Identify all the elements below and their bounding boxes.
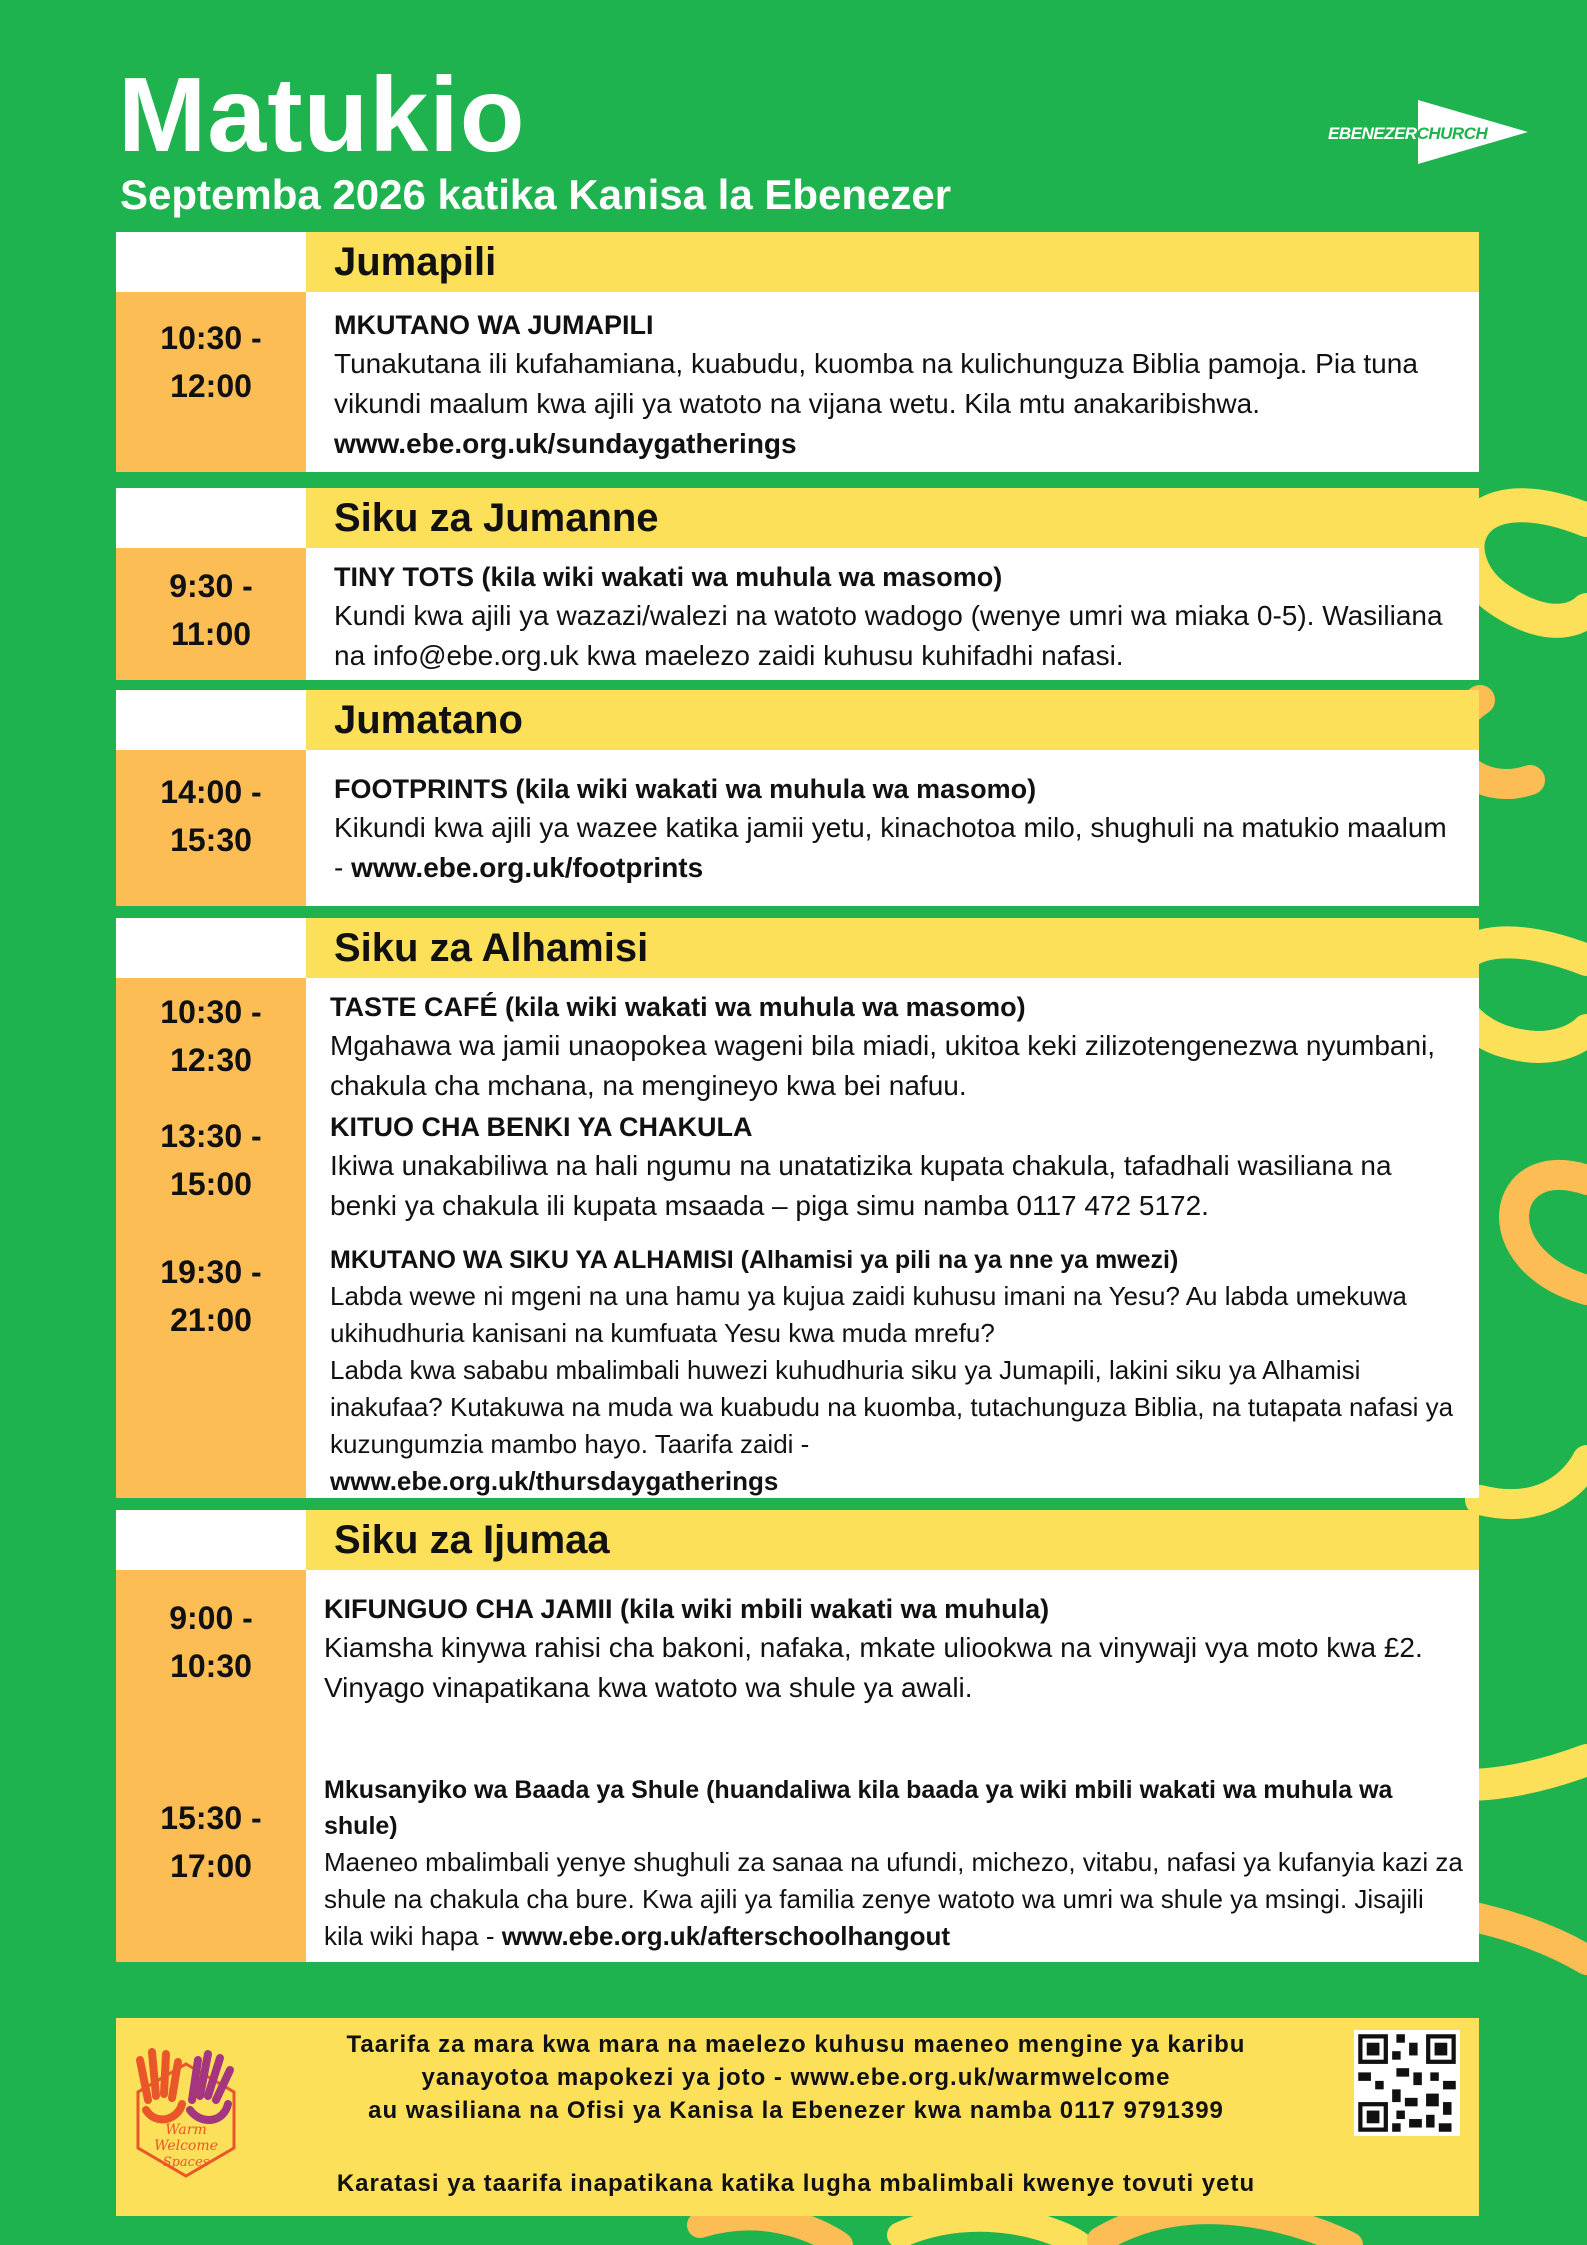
time-start: 19:30 - bbox=[160, 1254, 262, 1290]
time-start: 15:30 - bbox=[160, 1800, 262, 1836]
time-start: 10:30 - bbox=[160, 994, 262, 1030]
event-community-breakfast bbox=[324, 1590, 1463, 1708]
event-desc: Kundi kwa ajili ya wazazi/walezi na watoto wadogo (wenye umri wa miaka 0-5). Wasiliana na info@ebe.org.uk kwa maelezo zaidi kuhusu kuhifadhi nafasi. bbox=[334, 600, 1443, 671]
section-jumanne bbox=[116, 488, 1479, 680]
event-food-bank bbox=[330, 1108, 1463, 1226]
event-tiny-tots bbox=[334, 558, 1463, 676]
time-column bbox=[116, 1570, 306, 1962]
page-title: Matukio bbox=[118, 56, 526, 174]
section-header bbox=[116, 690, 1479, 750]
time-end: 17:00 bbox=[170, 1848, 252, 1884]
event-title: FOOTPRINTS (kila wiki wakati wa muhula wa masomo) bbox=[334, 774, 1037, 804]
time-end: 15:30 bbox=[170, 822, 252, 858]
time-end: 12:30 bbox=[170, 1042, 252, 1078]
footer-info bbox=[296, 2028, 1296, 2127]
event-desc: Kikundi kwa ajili ya wazee katika jamii yetu, kinachotoa milo, shughuli na matukio maalum - www.ebe.org.uk/footprints bbox=[334, 812, 1447, 883]
time-end: 12:00 bbox=[170, 368, 252, 404]
event-title: KIFUNGUO CHA JAMII (kila wiki mbili wakati wa muhula) bbox=[324, 1594, 1050, 1624]
time-end: 15:00 bbox=[170, 1166, 252, 1202]
event-title: TASTE CAFÉ (kila wiki wakati wa muhula wa masomo) bbox=[330, 992, 1026, 1022]
event-taste-cafe bbox=[330, 988, 1463, 1106]
event-link[interactable]: www.ebe.org.uk/thursdaygatherings bbox=[330, 1466, 779, 1496]
time-column bbox=[116, 292, 306, 472]
time-column bbox=[116, 548, 306, 680]
event-desc: Kiamsha kinywa rahisi cha bakoni, nafaka, mkate uliookwa na vinywaji vya moto kwa £2. bbox=[324, 1632, 1423, 1663]
time-end: 21:00 bbox=[170, 1302, 252, 1338]
event-desc: Maeneo mbalimbali yenye shughuli za sanaa na ufundi, michezo, vitabu, nafasi ya kufanyia kazi za shule na chakula cha bure. Kwa ajili ya familia zenye watoto wa umri wa shule ya msingi. Jisajili kila wiki hapa - www.ebe.org.uk/afterschoolhangout bbox=[324, 1847, 1463, 1951]
event-thursday-gathering bbox=[330, 1242, 1463, 1500]
event-desc: Labda wewe ni mgeni na una hamu ya kujua zaidi kuhusu imani na Yesu? Au labda umekuwa ukihudhuria kanisani na kumfuata Yesu kwa muda mrefu? bbox=[330, 1281, 1407, 1348]
logo-text bbox=[1328, 124, 1487, 144]
day-label: Siku za Jumanne bbox=[306, 488, 1479, 548]
footer bbox=[116, 2018, 1479, 2216]
day-label: Jumatano bbox=[306, 690, 1479, 750]
event-desc-2: Vinyago vinapatikana kwa watoto wa shule ya awali. bbox=[324, 1672, 973, 1703]
time-start: 10:30 - bbox=[160, 320, 262, 356]
event-title: MKUTANO WA JUMAPILI bbox=[334, 310, 654, 340]
section-header bbox=[116, 1510, 1479, 1570]
event-footprints bbox=[334, 770, 1463, 888]
badge-line-2: Welcome bbox=[154, 2138, 218, 2154]
footer-line-3: au wasiliana na Ofisi ya Kanisa la Ebenezer kwa namba 0117 9791399 bbox=[368, 2097, 1224, 2124]
time-start: 9:00 - bbox=[169, 1600, 253, 1636]
time-end: 11:00 bbox=[170, 616, 252, 652]
event-desc: Ikiwa unakabiliwa na hali ngumu na unatatizika kupata chakula, tafadhali wasiliana na benki ya chakula ili kupata msaada – piga simu namba 0117 472 5172. bbox=[330, 1150, 1392, 1221]
day-label: Siku za Alhamisi bbox=[306, 918, 1479, 978]
event-after-school bbox=[324, 1772, 1463, 1955]
section-header bbox=[116, 918, 1479, 978]
time-column bbox=[116, 750, 306, 906]
time-start: 9:30 - bbox=[169, 568, 253, 604]
day-label: Jumapili bbox=[306, 232, 1479, 292]
footer-line-1: Taarifa za mara kwa mara na maelezo kuhusu maeneo mengine ya karibu bbox=[346, 2031, 1246, 2058]
section-header bbox=[116, 232, 1479, 292]
logo-text-left: EBENEZER bbox=[1328, 124, 1417, 143]
footer-line-2[interactable]: yanayotoa mapokezi ya joto - www.ebe.org.uk/warmwelcome bbox=[421, 2064, 1171, 2091]
event-link[interactable]: www.ebe.org.uk/afterschoolhangout bbox=[501, 1921, 951, 1951]
event-desc: Tunakutana ili kufahamiana, kuabudu, kuomba na kulichunguza Biblia pamoja. Pia tuna vikundi maalum kwa ajili ya watoto na vijana wetu. Kila mtu anakaribishwa. www.ebe.org.uk/sundaygatherings bbox=[334, 348, 1418, 459]
time-column bbox=[116, 978, 306, 1498]
event-title: KITUO CHA BENKI YA CHAKULA bbox=[330, 1112, 753, 1142]
event-desc-2: Labda kwa sababu mbalimbali huwezi kuhudhuria siku ya Jumapili, lakini siku ya Alhamisi inakufaa? Kutakuwa na muda wa kuabudu na kuomba, tutachunguza Biblia, na tutapata nafasi ya kuzungumzia mambo hayo. Taarifa zaidi - bbox=[330, 1355, 1454, 1459]
church-logo bbox=[1328, 92, 1528, 170]
event-link[interactable]: www.ebe.org.uk/footprints bbox=[351, 852, 704, 883]
section-jumatano bbox=[116, 690, 1479, 906]
logo-text-right: CHURCH bbox=[1416, 124, 1488, 143]
event-title: MKUTANO WA SIKU YA ALHAMISI (Alhamisi ya pili na ya nne ya mwezi) bbox=[330, 1246, 1179, 1274]
section-ijumaa bbox=[116, 1510, 1479, 1962]
time-start: 14:00 - bbox=[160, 774, 262, 810]
badge-line-3: Spaces bbox=[162, 2155, 210, 2170]
event-sunday-gathering bbox=[334, 306, 1463, 464]
event-title: Mkusanyiko wa Baada ya Shule (huandaliwa kila baada ya wiki mbili wakati wa muhula wa shule) bbox=[324, 1776, 1393, 1840]
page-subtitle: Septemba 2026 katika Kanisa la Ebenezer bbox=[120, 171, 952, 218]
day-label: Siku za Ijumaa bbox=[306, 1510, 1479, 1570]
badge-line-1: Warm bbox=[165, 2122, 207, 2138]
event-desc: Mgahawa wa jamii unaopokea wageni bila miadi, ukitoa keki zilizotengenezwa nyumbani, chakula cha mchana, na mengineyo kwa bei nafuu. bbox=[330, 1030, 1436, 1101]
section-header bbox=[116, 488, 1479, 548]
time-end: 10:30 bbox=[170, 1648, 252, 1684]
event-link[interactable]: www.ebe.org.uk/sundaygatherings bbox=[334, 428, 797, 459]
qr-code-icon[interactable] bbox=[1354, 2030, 1460, 2136]
time-start: 13:30 - bbox=[160, 1118, 262, 1154]
footer-note: Karatasi ya taarifa inapatikana katika lugha mbalimbali kwenye tovuti yetu bbox=[336, 2170, 1256, 2197]
event-title: TINY TOTS (kila wiki wakati wa muhula wa masomo) bbox=[334, 562, 1003, 592]
warm-welcome-badge bbox=[126, 2030, 246, 2180]
section-alhamisi bbox=[116, 918, 1479, 1498]
section-jumapili bbox=[116, 232, 1479, 472]
